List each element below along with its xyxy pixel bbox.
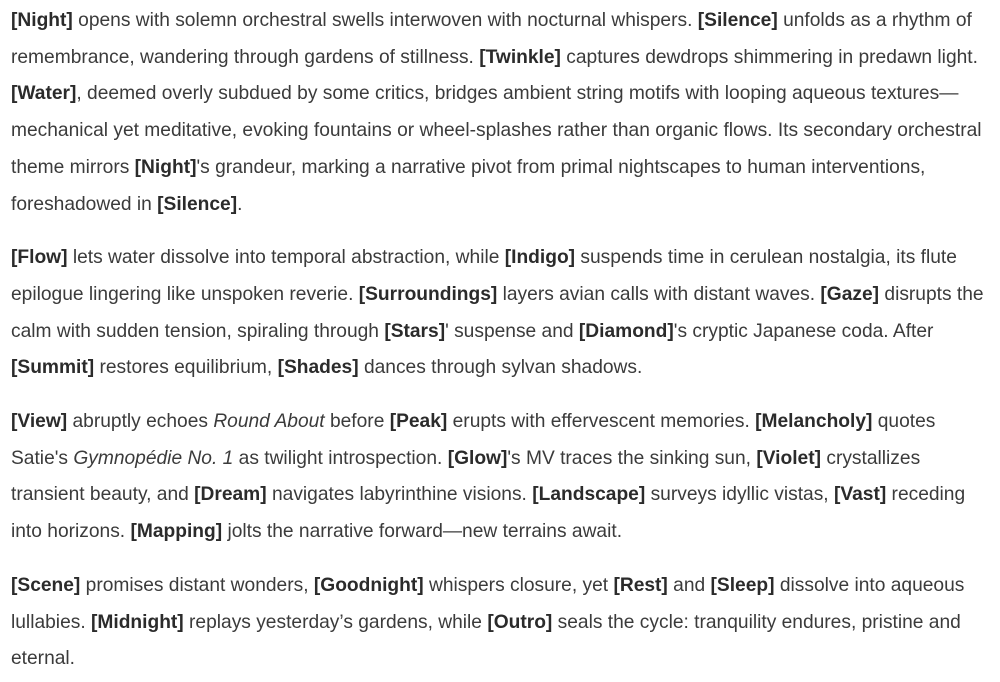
track-reference: [Gaze] — [820, 283, 880, 305]
paragraph — [11, 3, 990, 223]
text-segment: replays yesterday’s gardens, while — [183, 611, 488, 633]
text-segment: 's cryptic Japanese coda. After — [673, 320, 934, 342]
track-reference: [Dream] — [194, 484, 267, 506]
track-reference: [Scene] — [11, 574, 81, 596]
track-reference: [Sleep] — [710, 574, 775, 596]
paragraph — [11, 404, 990, 551]
track-reference: [Violet] — [756, 447, 822, 469]
track-reference: [Goodnight] — [313, 574, 424, 596]
text-segment: layers avian calls with distant waves. — [497, 283, 821, 305]
text-segment: lets water dissolve into temporal abstraction, while — [67, 247, 505, 269]
text-segment: opens with solemn orchestral swells interwoven with nocturnal whispers. — [72, 10, 698, 31]
text-segment: 's grandeur, marking a narrative pivot from primal nightscapes to human interventions, foreshadowed in — [11, 156, 926, 215]
text-segment: disrupts the calm with sudden tension, spiraling through — [11, 283, 984, 342]
track-reference: [Rest] — [613, 574, 668, 596]
track-reference: [Landscape] — [532, 484, 646, 506]
text-segment: before — [324, 411, 390, 433]
text-segment: . — [237, 193, 243, 215]
text-segment: crystallizes transient beauty, and — [11, 447, 921, 506]
track-reference: [Glow] — [447, 447, 508, 469]
track-reference: [Vast] — [833, 484, 887, 506]
track-reference: [Silence] — [157, 193, 238, 215]
track-reference: [Stars] — [384, 320, 446, 342]
work-title: Gymnopédie No. 1 — [73, 447, 234, 469]
text-segment: suspends time in cerulean nostalgia, its flute epilogue lingering like unspoken reverie. — [11, 247, 957, 305]
text-segment: promises distant wonders, — [80, 574, 314, 596]
text-segment: as twilight introspection. — [233, 447, 448, 469]
track-reference: [Surroundings] — [358, 283, 498, 305]
track-reference: [Melancholy] — [755, 411, 873, 433]
track-reference: [Water] — [11, 83, 77, 105]
track-reference: [View] — [11, 411, 68, 433]
text-segment: jolts the narrative forward—new terrains await. — [222, 521, 623, 543]
work-title: Round About — [213, 411, 325, 433]
track-reference: [Midnight] — [91, 611, 184, 633]
track-reference: [Silence] — [697, 10, 778, 31]
track-reference: [Diamond] — [578, 320, 674, 342]
text-segment: , deemed overly subdued by some critics, bridges ambient string motifs with looping aqueous textures—mechanical yet meditative, evoking fountains or wheel-splashes rather than organic flows. Its secondary orchestral theme mirrors — [11, 83, 982, 178]
text-segment: unfolds as a rhythm of remembrance, wandering through gardens of stillness. — [11, 10, 972, 68]
text-segment: quotes Satie's — [11, 411, 936, 469]
track-reference: [Summit] — [11, 357, 95, 379]
text-segment: dances through sylvan shadows. — [358, 357, 643, 379]
text-segment: erupts with effervescent memories. — [447, 411, 756, 433]
text-segment: 's MV traces the sinking sun, — [507, 447, 757, 469]
track-reference: [Flow] — [11, 247, 68, 269]
text-segment: captures dewdrops shimmering in predawn light. — [560, 46, 978, 68]
track-reference: [Outro] — [487, 611, 553, 633]
paragraph — [11, 568, 990, 678]
text-segment: navigates labyrinthine visions. — [266, 484, 533, 506]
text-segment: surveys idyllic vistas, — [645, 484, 834, 506]
track-reference: [Shades] — [277, 357, 359, 379]
text-segment: seals the cycle: tranquility endures, pristine and eternal. — [11, 611, 961, 670]
text-segment: ' suspense and — [445, 320, 579, 342]
track-reference: [Night] — [134, 156, 197, 178]
paragraph — [11, 240, 990, 387]
track-reference: [Mapping] — [130, 521, 223, 543]
track-reference: [Twinkle] — [479, 46, 561, 68]
track-reference: [Indigo] — [504, 247, 576, 269]
text-segment: dissolve into aqueous lullabies. — [11, 574, 965, 633]
text-segment: receding into horizons. — [11, 484, 966, 543]
text-segment: abruptly echoes — [67, 411, 214, 433]
text-segment: restores equilibrium, — [94, 357, 278, 379]
track-reference: [Peak] — [389, 411, 448, 433]
text-segment: whispers closure, yet — [423, 574, 614, 596]
track-reference: [Night] — [11, 10, 73, 31]
text-segment: and — [667, 574, 711, 596]
